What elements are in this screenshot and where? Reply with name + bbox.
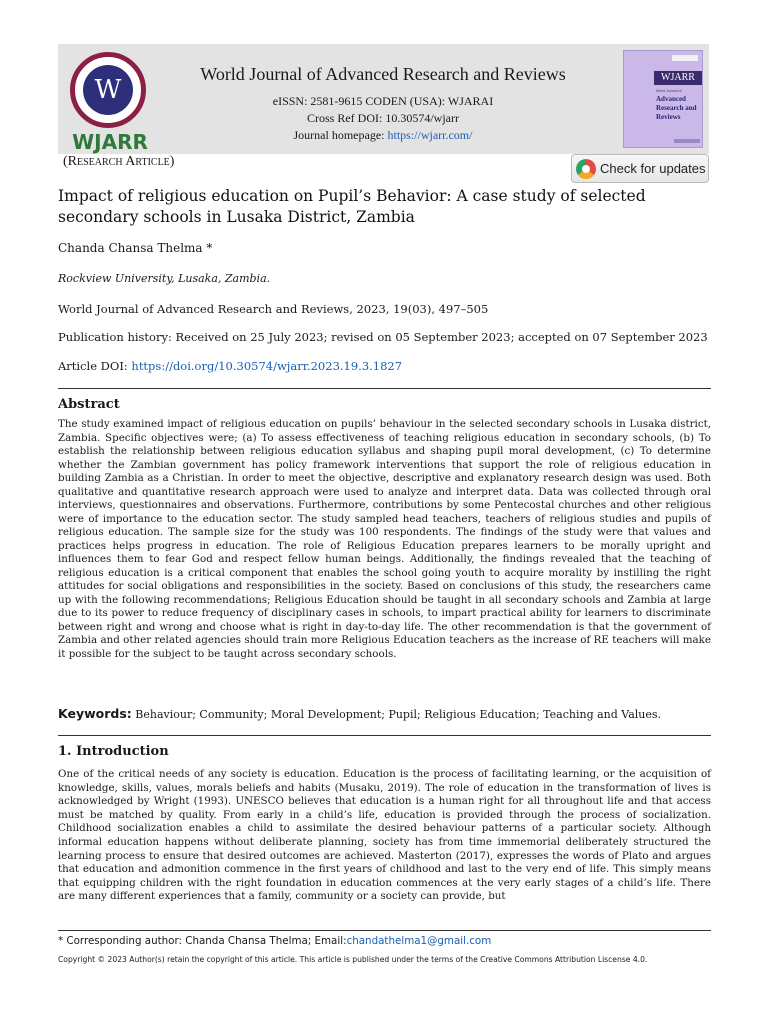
journal-cover-image	[623, 50, 703, 148]
cover-band: WJARR	[654, 71, 702, 85]
corresponding-author-footnote	[58, 935, 491, 947]
article-title: Impact of religious education on Pupil’s Behavior: A case study of selected secondary schools in Lusaka District, Zambia	[58, 187, 646, 226]
journal-header	[58, 44, 709, 154]
keywords-label: Keywords:	[58, 706, 132, 721]
footnote-label: * Corresponding author: Chanda Chansa Thelma; Email:	[58, 935, 347, 947]
check-for-updates-button[interactable]	[571, 154, 709, 183]
publication-history: Publication history: Received on 25 July 2023; revised on 05 September 2023; accepted on 07 September 2023	[58, 330, 708, 344]
author-email-link[interactable]: chandathelma1@gmail.com	[346, 935, 492, 947]
issn-line: eISSN: 2581-9615 CODEN (USA): WJARAI	[272, 94, 494, 108]
introduction-heading: 1. Introduction	[58, 744, 169, 759]
logo-circle-icon	[70, 52, 146, 128]
footnote-divider	[58, 930, 711, 931]
journal-title: World Journal of Advanced Research and Reviews	[200, 64, 566, 84]
article-doi	[58, 359, 402, 373]
copyright-notice: Copyright © 2023 Author(s) retain the copyright of this article. This article is published under the terms of the Creative Commons Attribution Liscense 4.0.	[58, 955, 648, 964]
citation-line: World Journal of Advanced Research and Reviews, 2023, 19(03), 497–505	[58, 302, 489, 316]
keywords-text: Behaviour; Community; Moral Development; Pupil; Religious Education; Teaching and Values.	[131, 708, 662, 721]
introduction-text: One of the critical needs of any society is education. Education is the process of facilitating learning, or the acquisition of knowledge, skills, values, morals beliefs and habits (Musaku, 2019). The role of education in the transformation of lives is acknowledged by Wright (1993). UNESCO believes that education is a human right for all throughout life and that access must be matched by quality. From early in a child’s life, education is provided through the process of socialization. Childhood socialization enables a child to assimilate the desired behaviour patterns of a particular society. Although informal education happens without deliberate planning, society has from time immemorial deliberately structured the learning process to ensure that desired outcomes are achieved. Masterton (2017), expresses the words of Plato and argues that education and admonition commence in the first years of childhood and last to the very end of life. This simply means that equipping children with the right foundation in education commences at the very early stages of a child’s life. There are many different experiences that a family, community or a society can provide, but	[58, 768, 711, 903]
homepage-label: Journal homepage:	[293, 128, 388, 142]
author-affiliation: Rockview University, Lusaka, Zambia.	[58, 272, 271, 285]
homepage-line	[168, 128, 598, 143]
journal-logo	[70, 52, 150, 152]
homepage-link[interactable]: https://wjarr.com/	[387, 128, 473, 142]
cover-small-text: World Journal of	[656, 89, 682, 93]
divider	[58, 388, 711, 389]
author-name: Chanda Chansa Thelma *	[58, 241, 213, 255]
check-for-updates-label: Check for updates	[600, 161, 706, 176]
cover-footer-bar	[674, 139, 700, 143]
article-type: (Research Article)	[63, 154, 175, 169]
keywords	[58, 706, 711, 721]
abstract-heading: Abstract	[58, 397, 120, 412]
logo-letter: W	[83, 65, 133, 115]
doi-link[interactable]: https://doi.org/10.30574/wjarr.2023.19.3.1827	[131, 359, 403, 373]
abstract-text: The study examined impact of religious education on pupils’ behaviour in the selected secondary schools in Lusaka district, Zambia. Specific objectives were; (a) To assess effectiveness of teaching religious education in secondary schools, (b) To establish the relationship between religious education syllabus and shaping pupil moral development, (c) To determine whether the Zambian government has policy framework interventions that support the role of religious education in building Zambia as a Christian. In order to meet the objective, descriptive and explanatory research design was used. Both qualitative and quantitative research approach were used to analyze and interpret data. Data was collected through oral interviews, questionnaires and observations. Furthermore, contributions by some Pentecostal churches and other religious were of importance to the education sector. The study sampled head teachers, teachers of religious studies and pupils of religious education. The sample size for the study was 100 respondents. The findings of the study were that values and practices helps progress in education. The role of Religious Education prepares learners to be morally upright and influences them to fear God and respect fellow human beings. Additionally, the findings revealed that the teaching of religious education is a critical component that enables the school going youth to acquire morality by instilling the right attitudes for social obligations and responsibilities in the society. Based on conclusions of this study, the researchers came up with the following recommendations; Religious Education should be taught in all secondary schools and Zambia at large due to its power to reduce frequency of disciplinary cases in schools, to impart practical ability for learners to discriminate between right and wrong and choose what is right in day-to-day life. The other recommendation is that the government of Zambia and other related agencies should train more Religious Education teachers as the increase of RE teachers will make it possible for the subject to be taught across secondary schools.	[58, 418, 711, 660]
cover-journal-name: Advanced Research and Reviews	[656, 95, 697, 121]
crossref-line: Cross Ref DOI: 10.30574/wjarr	[307, 111, 459, 125]
doi-label: Article DOI:	[58, 359, 132, 373]
crossmark-icon	[576, 159, 596, 179]
divider	[58, 735, 711, 736]
cover-issn-box	[672, 55, 698, 61]
logo-text: WJARR	[72, 130, 148, 154]
